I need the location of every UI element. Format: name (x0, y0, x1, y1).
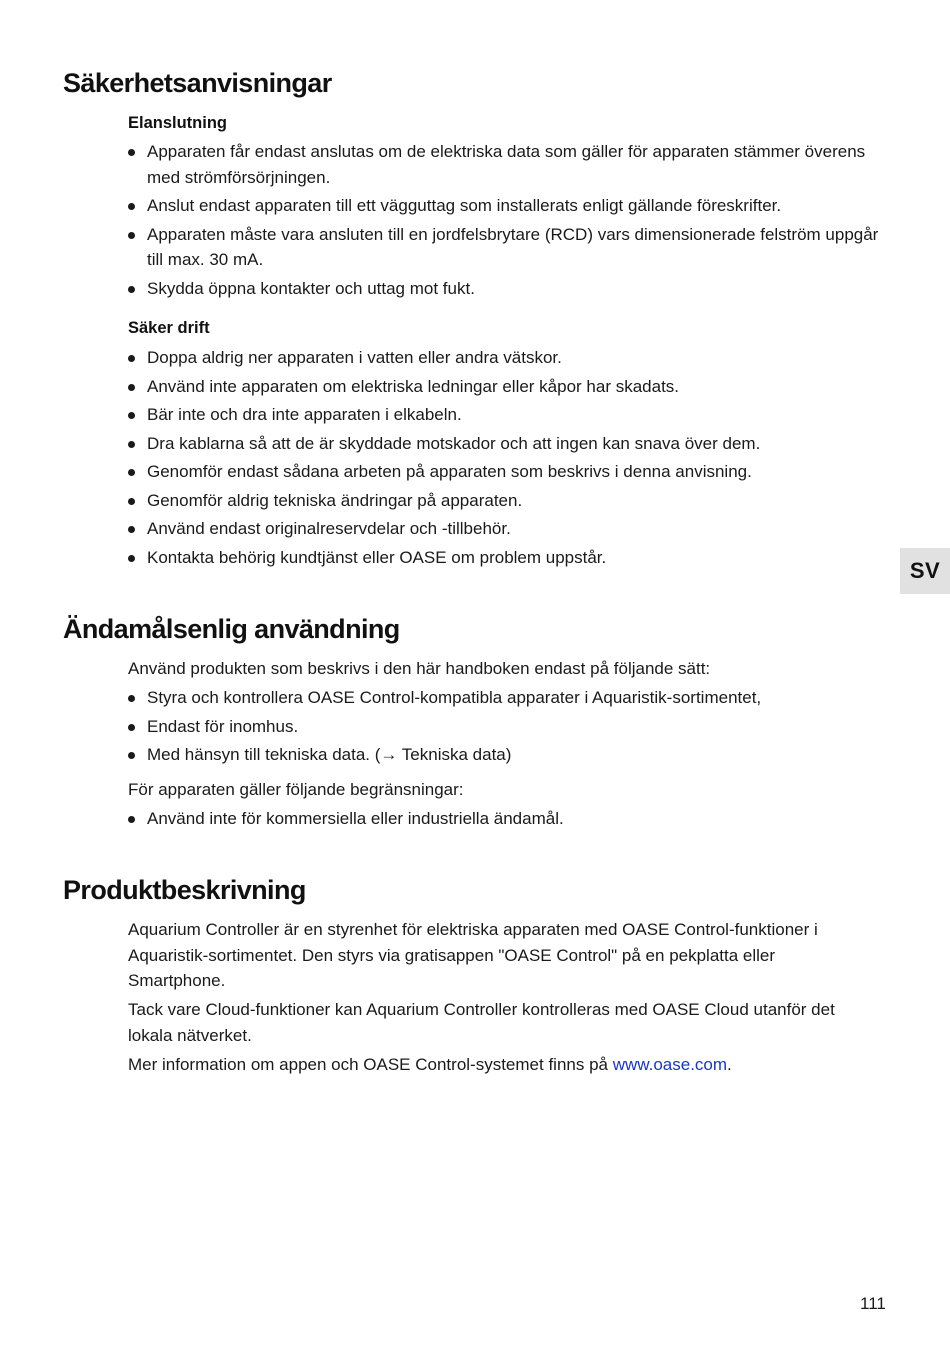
list-item: Använd inte för kommersiella eller industriella ändamål. (128, 806, 888, 832)
oase-website-link[interactable]: www.oase.com (612, 1055, 728, 1074)
list-item: Apparaten får endast anslutas om de elektriska data som gäller för apparaten stämmer överens med strömförsörjningen. (128, 139, 888, 190)
list-item: Genomför aldrig tekniska ändringar på apparaten. (128, 488, 888, 514)
product-paragraph-1: Aquarium Controller är en styrenhet för elektriska apparaten med OASE Control-funktioner i Aquaristik-sortimentet. Den styrs via gratisappen "OASE Control" på en pekplatta eller Smartphone. (128, 920, 818, 990)
list-item: Kontakta behörig kundtjänst eller OASE om problem uppstår. (128, 545, 888, 571)
intended-use-heading: Ändamålsenlig användning (63, 614, 400, 644)
safety-heading: Säkerhetsanvisningar (63, 68, 332, 98)
list-item: Anslut endast apparaten till ett vägguttag som installerats enligt gällande föreskrifter. (128, 193, 888, 219)
list-item: Med hänsyn till tekniska data. (→ Tekniska data) (128, 742, 888, 768)
list-item: Använd endast originalreservdelar och -tillbehör. (128, 516, 888, 542)
list-item: Apparaten måste vara ansluten till en jordfelsbrytare (RCD) vars dimensionerade felström uppgår till max. 30 mA. (128, 222, 888, 273)
list-item: Dra kablarna så att de är skyddade motskador och att ingen kan snava över dem. (128, 431, 888, 457)
list-item: Styra och kontrollera OASE Control-kompatibla apparater i Aquaristik-sortimentet, (128, 685, 888, 711)
list-item: Använd inte apparaten om elektriska ledningar eller kåpor har skadats. (128, 374, 888, 400)
list-item: Genomför endast sådana arbeten på apparaten som beskrivs i denna anvisning. (128, 459, 888, 485)
product-heading: Produktbeskrivning (63, 875, 306, 905)
product-paragraph-2: Tack vare Cloud-funktioner kan Aquarium Controller kontrolleras med OASE Cloud utanför det lokala nätverket. (128, 1000, 835, 1045)
restrictions-list (128, 806, 888, 832)
operation-subheading: Säker drift (128, 319, 210, 337)
page-number: 111 (860, 1294, 886, 1313)
operation-list (128, 345, 888, 570)
sentence-end: . (727, 1055, 732, 1074)
more-info-text: Mer information om appen och OASE Control-systemet finns på (128, 1055, 613, 1074)
list-item: Doppa aldrig ner apparaten i vatten eller andra vätskor. (128, 345, 888, 371)
connection-subheading: Elanslutning (128, 114, 227, 132)
list-item: Endast för inomhus. (128, 714, 888, 740)
list-item: Skydda öppna kontakter och uttag mot fukt. (128, 276, 888, 302)
list-item: Bär inte och dra inte apparaten i elkabeln. (128, 402, 888, 428)
intended-use-intro: Använd produkten som beskrivs i den här handboken endast på följande sätt: (128, 659, 711, 678)
language-tab: SV (900, 548, 950, 594)
connection-list (128, 139, 888, 301)
intended-use-list (128, 685, 888, 768)
restrictions-intro: För apparaten gäller följande begränsningar: (128, 780, 464, 799)
product-paragraph-3 (128, 1052, 888, 1078)
